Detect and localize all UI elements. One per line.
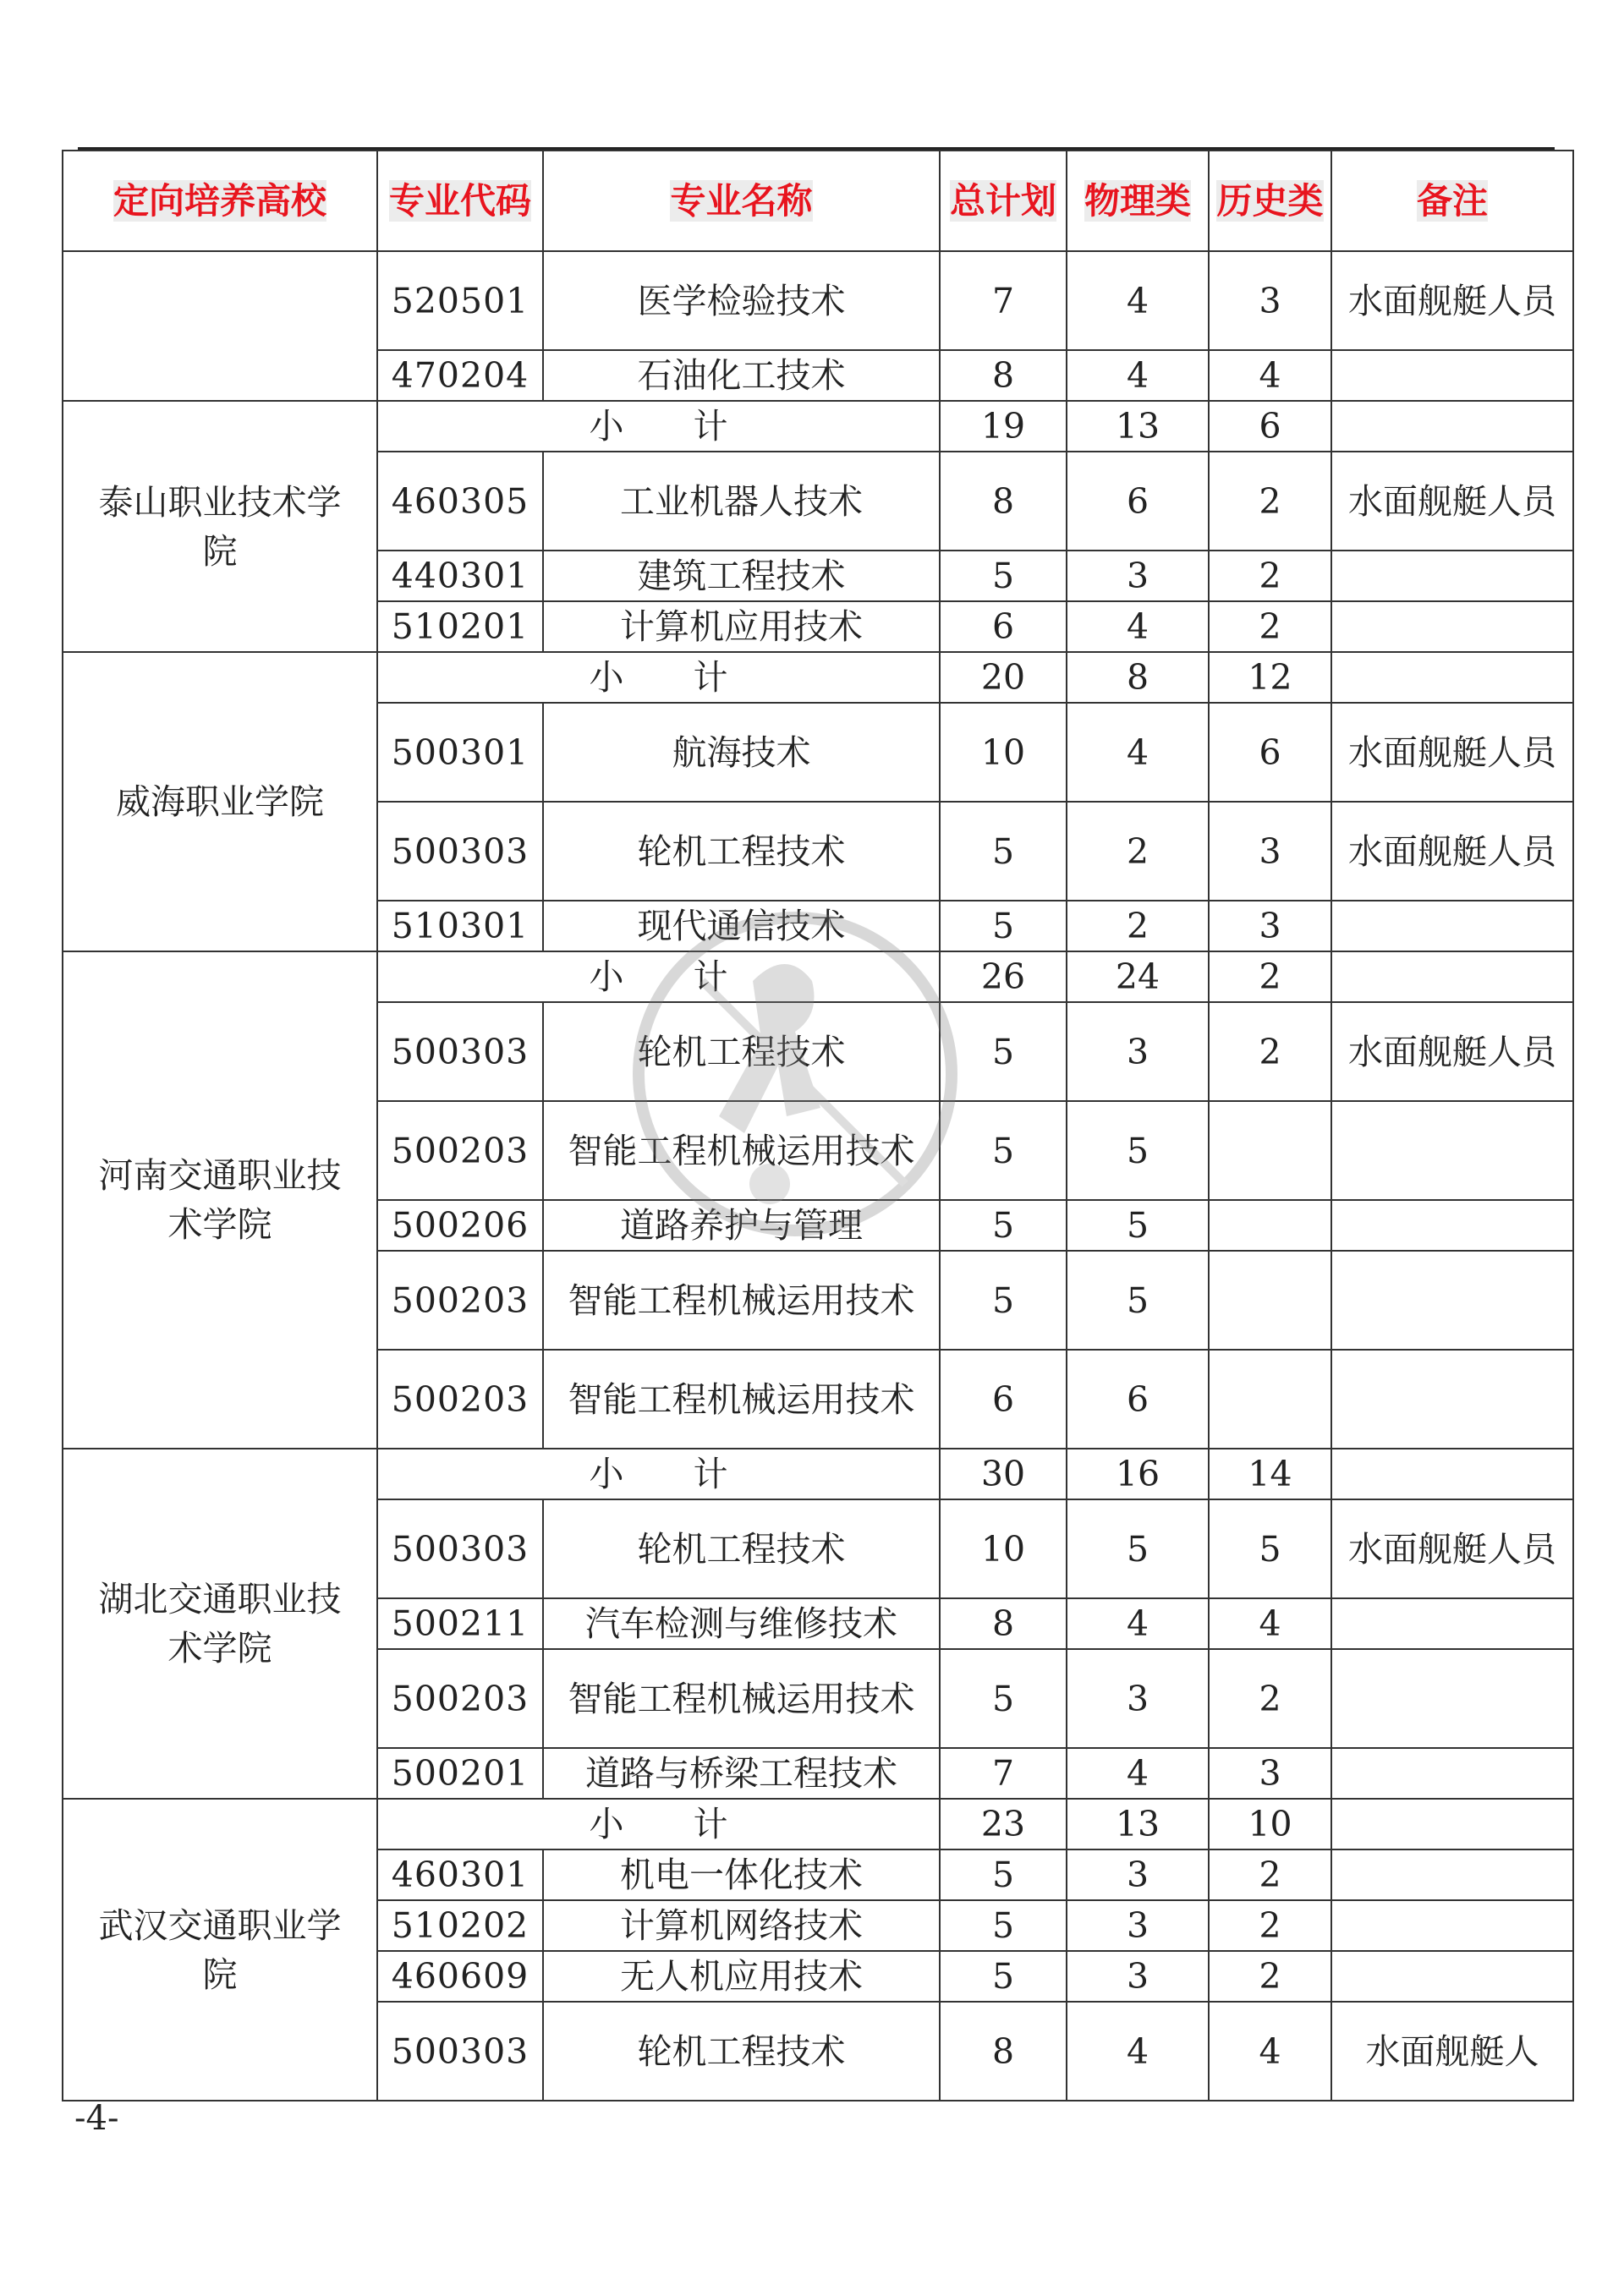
- note-cell: [1331, 350, 1573, 401]
- subtotal-history-cell: 12: [1209, 652, 1331, 703]
- note-cell: [1331, 1200, 1573, 1251]
- total-plan-cell: 5: [940, 1951, 1067, 2002]
- major-code-cell: 500303: [377, 1499, 543, 1598]
- major-name-cell: 机电一体化技术: [543, 1849, 940, 1900]
- major-name-cell: 无人机应用技术: [543, 1951, 940, 2002]
- physics-count-cell: 5: [1067, 1101, 1209, 1200]
- subtotal-label: 小 计: [377, 1799, 940, 1849]
- major-code-cell: 470204: [377, 350, 543, 401]
- total-plan-cell: 8: [940, 1598, 1067, 1649]
- major-code-cell: 500303: [377, 1002, 543, 1101]
- physics-count-cell: 4: [1067, 1748, 1209, 1799]
- subtotal-physics-cell: 16: [1067, 1449, 1209, 1499]
- total-plan-cell: 10: [940, 1499, 1067, 1598]
- header-total: 总计划: [940, 151, 1067, 251]
- subtotal-label: 小 计: [377, 1449, 940, 1499]
- physics-count-cell: 4: [1067, 703, 1209, 802]
- history-count-cell: 2: [1209, 452, 1331, 551]
- subtotal-physics-cell: 24: [1067, 951, 1209, 1002]
- major-name-cell: 建筑工程技术: [543, 551, 940, 601]
- note-cell: [1331, 1350, 1573, 1449]
- major-name-cell: 计算机网络技术: [543, 1900, 940, 1951]
- major-code-cell: 500211: [377, 1598, 543, 1649]
- total-plan-cell: 5: [940, 1002, 1067, 1101]
- school-name-cell: 武汉交通职业学院: [63, 1799, 377, 2101]
- school-name-cell: [63, 251, 377, 401]
- note-cell: [1331, 1748, 1573, 1799]
- total-plan-cell: 7: [940, 251, 1067, 350]
- subtotal-total-cell: 23: [940, 1799, 1067, 1849]
- note-cell: [1331, 1449, 1573, 1499]
- major-code-cell: 500301: [377, 703, 543, 802]
- history-count-cell: [1209, 1200, 1331, 1251]
- subtotal-physics-cell: 13: [1067, 1799, 1209, 1849]
- physics-count-cell: 4: [1067, 350, 1209, 401]
- subtotal-row: [63, 401, 1573, 452]
- history-count-cell: 2: [1209, 1849, 1331, 1900]
- major-code-cell: 500206: [377, 1200, 543, 1251]
- major-name-cell: 轮机工程技术: [543, 802, 940, 901]
- note-cell: [1331, 951, 1573, 1002]
- note-cell: [1331, 652, 1573, 703]
- major-name-cell: 智能工程机械运用技术: [543, 1251, 940, 1350]
- physics-count-cell: 6: [1067, 452, 1209, 551]
- total-plan-cell: 5: [940, 551, 1067, 601]
- history-count-cell: 4: [1209, 1598, 1331, 1649]
- total-plan-cell: 5: [940, 1251, 1067, 1350]
- note-cell: [1331, 901, 1573, 951]
- subtotal-row: [63, 1799, 1573, 1849]
- history-count-cell: 5: [1209, 1499, 1331, 1598]
- major-code-cell: 460301: [377, 1849, 543, 1900]
- total-plan-cell: 8: [940, 452, 1067, 551]
- physics-count-cell: 2: [1067, 802, 1209, 901]
- physics-count-cell: 5: [1067, 1251, 1209, 1350]
- physics-count-cell: 4: [1067, 1598, 1209, 1649]
- note-cell: [1331, 1799, 1573, 1849]
- major-code-cell: 500203: [377, 1101, 543, 1200]
- history-count-cell: 2: [1209, 551, 1331, 601]
- history-count-cell: 2: [1209, 601, 1331, 652]
- major-code-cell: 500201: [377, 1748, 543, 1799]
- subtotal-history-cell: 14: [1209, 1449, 1331, 1499]
- note-cell: [1331, 1598, 1573, 1649]
- header-note: 备注: [1331, 151, 1573, 251]
- major-code-cell: 460305: [377, 452, 543, 551]
- table-row: [63, 251, 1573, 350]
- note-cell: 水面舰艇人员: [1331, 251, 1573, 350]
- history-count-cell: 2: [1209, 1649, 1331, 1748]
- history-count-cell: [1209, 1101, 1331, 1200]
- history-count-cell: 3: [1209, 251, 1331, 350]
- subtotal-total-cell: 30: [940, 1449, 1067, 1499]
- total-plan-cell: 5: [940, 1900, 1067, 1951]
- total-plan-cell: 5: [940, 1101, 1067, 1200]
- subtotal-total-cell: 26: [940, 951, 1067, 1002]
- major-name-cell: 石油化工技术: [543, 350, 940, 401]
- subtotal-history-cell: 10: [1209, 1799, 1331, 1849]
- major-name-cell: 智能工程机械运用技术: [543, 1649, 940, 1748]
- major-name-cell: 道路与桥梁工程技术: [543, 1748, 940, 1799]
- header-history: 历史类: [1209, 151, 1331, 251]
- school-name-cell: 湖北交通职业技术学院: [63, 1449, 377, 1799]
- major-name-cell: 道路养护与管理: [543, 1200, 940, 1251]
- note-cell: 水面舰艇人员: [1331, 452, 1573, 551]
- physics-count-cell: 5: [1067, 1499, 1209, 1598]
- major-name-cell: 医学检验技术: [543, 251, 940, 350]
- major-code-cell: 520501: [377, 251, 543, 350]
- physics-count-cell: 4: [1067, 251, 1209, 350]
- header-row: [63, 151, 1573, 251]
- major-code-cell: 500203: [377, 1251, 543, 1350]
- major-name-cell: 轮机工程技术: [543, 1002, 940, 1101]
- physics-count-cell: 3: [1067, 1849, 1209, 1900]
- total-plan-cell: 7: [940, 1748, 1067, 1799]
- school-name-cell: 河南交通职业技术学院: [63, 951, 377, 1449]
- total-plan-cell: 5: [940, 1649, 1067, 1748]
- subtotal-history-cell: 2: [1209, 951, 1331, 1002]
- note-cell: [1331, 1849, 1573, 1900]
- total-plan-cell: 6: [940, 1350, 1067, 1449]
- major-name-cell: 航海技术: [543, 703, 940, 802]
- physics-count-cell: 2: [1067, 901, 1209, 951]
- history-count-cell: [1209, 1350, 1331, 1449]
- total-plan-cell: 5: [940, 901, 1067, 951]
- subtotal-history-cell: 6: [1209, 401, 1331, 452]
- major-name-cell: 计算机应用技术: [543, 601, 940, 652]
- school-name-cell: 威海职业学院: [63, 652, 377, 951]
- physics-count-cell: 3: [1067, 1900, 1209, 1951]
- note-cell: [1331, 601, 1573, 652]
- subtotal-total-cell: 19: [940, 401, 1067, 452]
- subtotal-physics-cell: 13: [1067, 401, 1209, 452]
- major-name-cell: 智能工程机械运用技术: [543, 1101, 940, 1200]
- note-cell: [1331, 551, 1573, 601]
- total-plan-cell: 6: [940, 601, 1067, 652]
- history-count-cell: 2: [1209, 1002, 1331, 1101]
- enrollment-plan-table: [62, 150, 1574, 2101]
- subtotal-total-cell: 20: [940, 652, 1067, 703]
- history-count-cell: 6: [1209, 703, 1331, 802]
- history-count-cell: 3: [1209, 802, 1331, 901]
- note-cell: [1331, 1251, 1573, 1350]
- subtotal-row: [63, 652, 1573, 703]
- subtotal-row: [63, 1449, 1573, 1499]
- major-name-cell: 智能工程机械运用技术: [543, 1350, 940, 1449]
- major-code-cell: 500303: [377, 2002, 543, 2101]
- total-plan-cell: 5: [940, 1849, 1067, 1900]
- note-cell: 水面舰艇人员: [1331, 703, 1573, 802]
- major-name-cell: 轮机工程技术: [543, 1499, 940, 1598]
- note-cell: 水面舰艇人员: [1331, 802, 1573, 901]
- history-count-cell: 4: [1209, 2002, 1331, 2101]
- physics-count-cell: 6: [1067, 1350, 1209, 1449]
- note-cell: [1331, 1649, 1573, 1748]
- history-count-cell: [1209, 1251, 1331, 1350]
- major-code-cell: 510301: [377, 901, 543, 951]
- header-major: 专业名称: [543, 151, 940, 251]
- major-code-cell: 510201: [377, 601, 543, 652]
- history-count-cell: 4: [1209, 350, 1331, 401]
- major-code-cell: 500303: [377, 802, 543, 901]
- total-plan-cell: 5: [940, 802, 1067, 901]
- major-code-cell: 500203: [377, 1350, 543, 1449]
- note-cell: [1331, 1900, 1573, 1951]
- total-plan-cell: 10: [940, 703, 1067, 802]
- page-number: -4-: [74, 2099, 119, 2138]
- major-code-cell: 460609: [377, 1951, 543, 2002]
- total-plan-cell: 8: [940, 350, 1067, 401]
- physics-count-cell: 4: [1067, 2002, 1209, 2101]
- subtotal-label: 小 计: [377, 652, 940, 703]
- note-cell: 水面舰艇人: [1331, 2002, 1573, 2101]
- header-code: 专业代码: [377, 151, 543, 251]
- history-count-cell: 3: [1209, 901, 1331, 951]
- major-name-cell: 轮机工程技术: [543, 2002, 940, 2101]
- major-code-cell: 440301: [377, 551, 543, 601]
- note-cell: 水面舰艇人员: [1331, 1499, 1573, 1598]
- major-code-cell: 500203: [377, 1649, 543, 1748]
- physics-count-cell: 3: [1067, 1649, 1209, 1748]
- history-count-cell: 3: [1209, 1748, 1331, 1799]
- header-school: 定向培养高校: [63, 151, 377, 251]
- subtotal-row: [63, 951, 1573, 1002]
- note-cell: [1331, 401, 1573, 452]
- major-name-cell: 现代通信技术: [543, 901, 940, 951]
- note-cell: [1331, 1101, 1573, 1200]
- subtotal-label: 小 计: [377, 951, 940, 1002]
- subtotal-label: 小 计: [377, 401, 940, 452]
- physics-count-cell: 5: [1067, 1200, 1209, 1251]
- history-count-cell: 2: [1209, 1951, 1331, 2002]
- major-name-cell: 工业机器人技术: [543, 452, 940, 551]
- note-cell: 水面舰艇人员: [1331, 1002, 1573, 1101]
- history-count-cell: 2: [1209, 1900, 1331, 1951]
- physics-count-cell: 4: [1067, 601, 1209, 652]
- school-name-cell: 泰山职业技术学院: [63, 401, 377, 652]
- note-cell: [1331, 1951, 1573, 2002]
- header-physics: 物理类: [1067, 151, 1209, 251]
- physics-count-cell: 3: [1067, 551, 1209, 601]
- total-plan-cell: 5: [940, 1200, 1067, 1251]
- major-code-cell: 510202: [377, 1900, 543, 1951]
- total-plan-cell: 8: [940, 2002, 1067, 2101]
- table-body: [63, 251, 1573, 2101]
- subtotal-physics-cell: 8: [1067, 652, 1209, 703]
- major-name-cell: 汽车检测与维修技术: [543, 1598, 940, 1649]
- physics-count-cell: 3: [1067, 1951, 1209, 2002]
- physics-count-cell: 3: [1067, 1002, 1209, 1101]
